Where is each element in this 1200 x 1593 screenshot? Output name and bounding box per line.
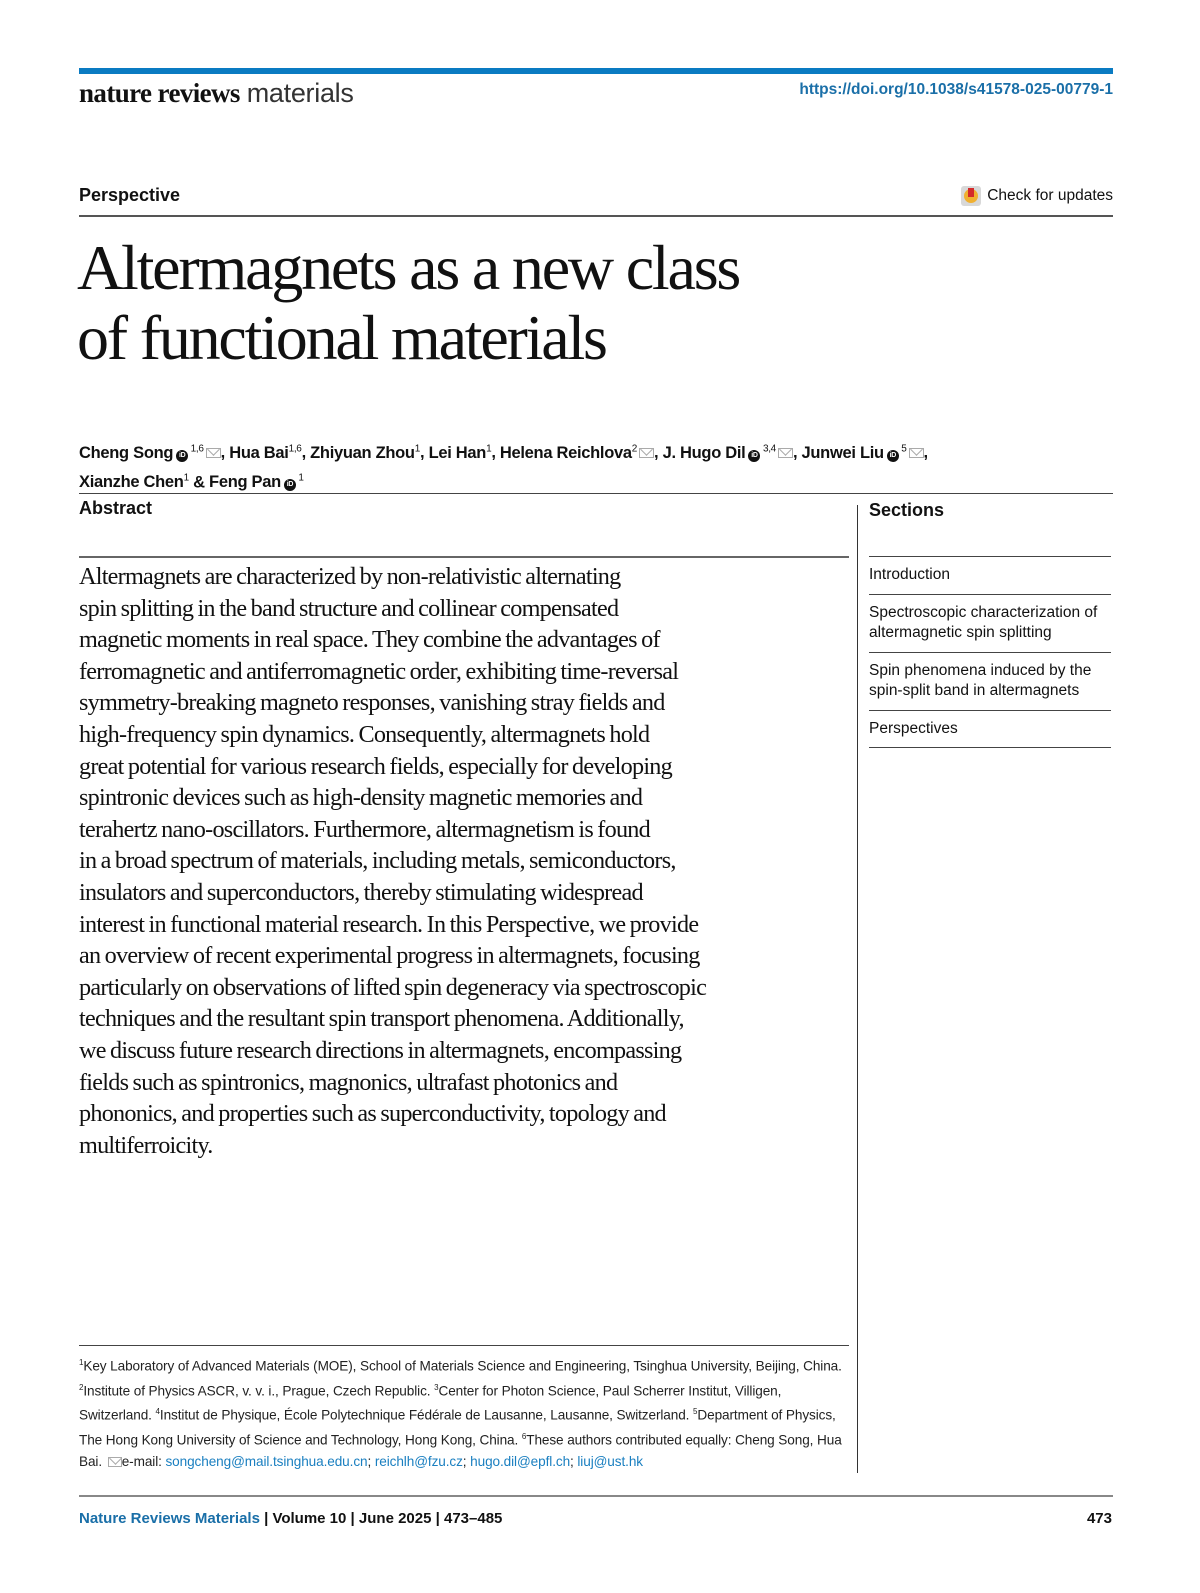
abstract-line: Altermagnets are characterized by non-relativistic alternating (79, 563, 621, 590)
author-name: Hua Bai (229, 443, 289, 462)
affiliation-marker: 1 (183, 472, 189, 484)
author[interactable] (79, 444, 221, 462)
abstract-line: phononics, and properties such as superconductivity, topology and (79, 1100, 666, 1128)
author[interactable] (79, 473, 189, 491)
sections-nav (869, 556, 1111, 748)
abstract-line: fields such as spintronics, magnonics, ultrafast photonics and (79, 1068, 618, 1096)
check-for-updates-button[interactable] (961, 186, 1113, 206)
top-accent-bar (79, 68, 1113, 74)
article-type: Perspective (79, 185, 181, 205)
abstract-heading: Abstract (79, 498, 153, 518)
author-list: Cheng Song iD $^{1,6}$ , Hua Bai$^{1,6}$, Zhiyuan Zhou$^1$, Lei Han$^1$, Helena Reichlova$^2$ , J. Hugo Dil iD $^{3,4}$ , Junwei Liu iD $^5$ , Xianzhe Chen$^1$ & Feng Pan iD $^1$ (79, 443, 928, 491)
divider (79, 556, 849, 558)
affiliation-marker: 1 (414, 443, 420, 454)
author-name: Junwei Liu (801, 443, 884, 462)
affiliation-marker: 1 (295, 472, 304, 484)
author[interactable] (209, 473, 304, 491)
abstract-line: spin splitting in the band structure and collinear compensated (79, 594, 619, 622)
footer-citation (79, 1510, 502, 1527)
affiliation-marker: 3,4 (760, 443, 776, 454)
sections-heading: Sections (869, 500, 945, 520)
email-icon[interactable] (639, 448, 654, 458)
email-link[interactable]: reichlh@fzu.cz (374, 1453, 463, 1469)
title-line-1: Altermagnets as a new class (77, 232, 740, 303)
divider (79, 215, 1113, 217)
email-link[interactable]: songcheng@mail.tsinghua.edu.cn (165, 1453, 368, 1469)
affiliation-number: 6 (521, 1432, 527, 1442)
email-icon[interactable] (206, 448, 221, 458)
email-icon[interactable] (778, 448, 793, 458)
author-name: Zhiyuan Zhou (310, 443, 415, 462)
author[interactable] (429, 444, 492, 462)
column-divider (857, 505, 858, 1473)
journal-logo (79, 78, 354, 108)
journal-logo-bold: nature reviews (79, 78, 240, 108)
affiliation-marker: 5 (898, 443, 907, 454)
abstract-line: we discuss future research directions in altermagnets, encompassing (79, 1036, 682, 1064)
author[interactable] (500, 444, 654, 462)
affiliation-text: These authors contributed equally: Cheng Song, Hua Bai. (79, 1432, 842, 1469)
affiliation-number: 5 (693, 1407, 698, 1417)
divider (79, 1345, 849, 1346)
email-link[interactable]: liuj@ust.hk (577, 1453, 643, 1469)
affiliation-text: Institut de Physique, École Polytechnique Fédérale de Lausanne, Lausanne, Switzerland. (159, 1408, 694, 1423)
section-link[interactable]: Introduction (869, 556, 1111, 594)
affiliation-number: 4 (155, 1407, 160, 1417)
abstract-line: symmetry-breaking magneto responses, vanishing stray fields and (79, 689, 665, 717)
abstract-text (79, 561, 859, 1161)
abstract-line: techniques and the resultant spin transport phenomena. Additionally, (79, 1005, 684, 1033)
doi-link[interactable]: https://doi.org/10.1038/s41578-025-00779-1 (799, 81, 1113, 98)
crossmark-icon (961, 186, 981, 206)
affiliation-marker: 1 (486, 443, 492, 454)
abstract-line: particularly on observations of lifted spin degeneracy via spectroscopic (79, 973, 707, 1001)
affiliation-number: 2 (79, 1382, 84, 1392)
footer-volume-info: | Volume 10 | June 2025 | 473–485 (259, 1510, 503, 1527)
affiliations: $^1$Key Laboratory of Advanced Materials (MOE), School of Materials Science and Engineering, Tsinghua University, Beijing, China. $^2$Institute of Physics ASCR, v. v. i., Prague, Czech Republic. $^3$Center for Photon Science, Paul Scherrer Institut, Villigen, Switzerland. $^4$Institut de Physique, École Polytechnique Fédérale de Lausanne, Lausanne, Switzerland. $^5$Department of Physics, The Hong Kong University of Science and Technology, Hong Kong, China. $^6$These authors contributed equally: Cheng Song, Hua Bai. e-mail: songcheng@mail.tsinghua.edu.cn; reichlh@fzu.cz; hugo.dil@epfl.ch; liuj@ust.hk (79, 1358, 842, 1469)
affiliation-number: 1 (79, 1358, 84, 1367)
title-line-2: of functional materials (77, 302, 606, 373)
abstract-line: ferromagnetic and antiferromagnetic order, exhibiting time-reversal (79, 657, 679, 685)
author-name: Lei Han (428, 443, 487, 462)
journal-logo-light: materials (246, 78, 354, 108)
author-name: Helena Reichlova (499, 443, 632, 462)
section-link[interactable]: Spectroscopic characterization of altermagnetic spin splitting (869, 594, 1111, 652)
email-label: e-mail: (121, 1453, 166, 1469)
affiliation-text: Department of Physics, The Hong Kong University of Science and Technology, Hong Kong, China. (79, 1408, 836, 1448)
divider (79, 493, 1113, 494)
email-link[interactable]: hugo.dil@epfl.ch (470, 1453, 571, 1469)
article-title (77, 233, 927, 373)
section-link[interactable]: Perspectives (869, 710, 1111, 749)
abstract-line: high-frequency spin dynamics. Consequently, altermagnets hold (79, 720, 650, 748)
affiliation-text: Center for Photon Science, Paul Scherrer Institut, Villigen, Switzerland. (79, 1383, 782, 1423)
author-name: Cheng Song (79, 443, 174, 462)
orcid-icon[interactable]: iD (284, 479, 296, 491)
author[interactable] (310, 444, 420, 462)
abstract-line: insulators and superconductors, thereby stimulating widespread (79, 878, 643, 906)
author-name: Xianzhe Chen (79, 473, 184, 491)
divider (79, 1495, 1113, 1497)
orcid-icon[interactable]: iD (176, 450, 188, 462)
section-link[interactable]: Spin phenomena induced by the spin-split band in altermagnets (869, 652, 1111, 710)
abstract-line: in a broad spectrum of materials, including metals, semiconductors, (79, 847, 676, 875)
abstract-line: spintronic devices such as high-density magnetic memories and (79, 784, 643, 812)
author[interactable] (802, 444, 924, 462)
abstract-line: multiferroicity. (79, 1131, 213, 1159)
author[interactable] (229, 444, 301, 462)
email-icon[interactable] (909, 448, 924, 458)
affiliation-marker: 2 (631, 443, 638, 454)
check-for-updates-label: Check for updates (987, 187, 1113, 204)
orcid-icon[interactable]: iD (748, 450, 760, 462)
affiliation-number: 3 (434, 1382, 439, 1392)
affiliation-marker: 1,6 (288, 443, 302, 454)
author-name: Feng Pan (209, 473, 281, 491)
abstract-line: magnetic moments in real space. They combine the advantages of (79, 626, 660, 654)
affiliation-text: Institute of Physics ASCR, v. v. i., Prague, Czech Republic. (83, 1383, 435, 1399)
affiliation-marker: 1,6 (188, 443, 204, 454)
affiliation-text: Key Laboratory of Advanced Materials (MOE), School of Materials Science and Engineering, Tsinghua University, Beijing, China. (83, 1358, 842, 1374)
abstract-line: interest in functional material research. In this Perspective, we provide (79, 910, 699, 938)
author[interactable] (663, 444, 793, 462)
orcid-icon[interactable]: iD (887, 450, 899, 462)
footer-journal-link[interactable]: Nature Reviews Materials (79, 1510, 260, 1527)
abstract-line: an overview of recent experimental progress in altermagnets, focusing (79, 942, 700, 970)
abstract-line: terahertz nano-oscillators. Furthermore, altermagnetism is found (79, 815, 650, 843)
email-icon (108, 1457, 122, 1467)
page-number: 473 (1086, 1510, 1112, 1527)
abstract-line: great potential for various research fields, especially for developing (79, 752, 672, 780)
author-name: J. Hugo Dil (662, 443, 746, 462)
